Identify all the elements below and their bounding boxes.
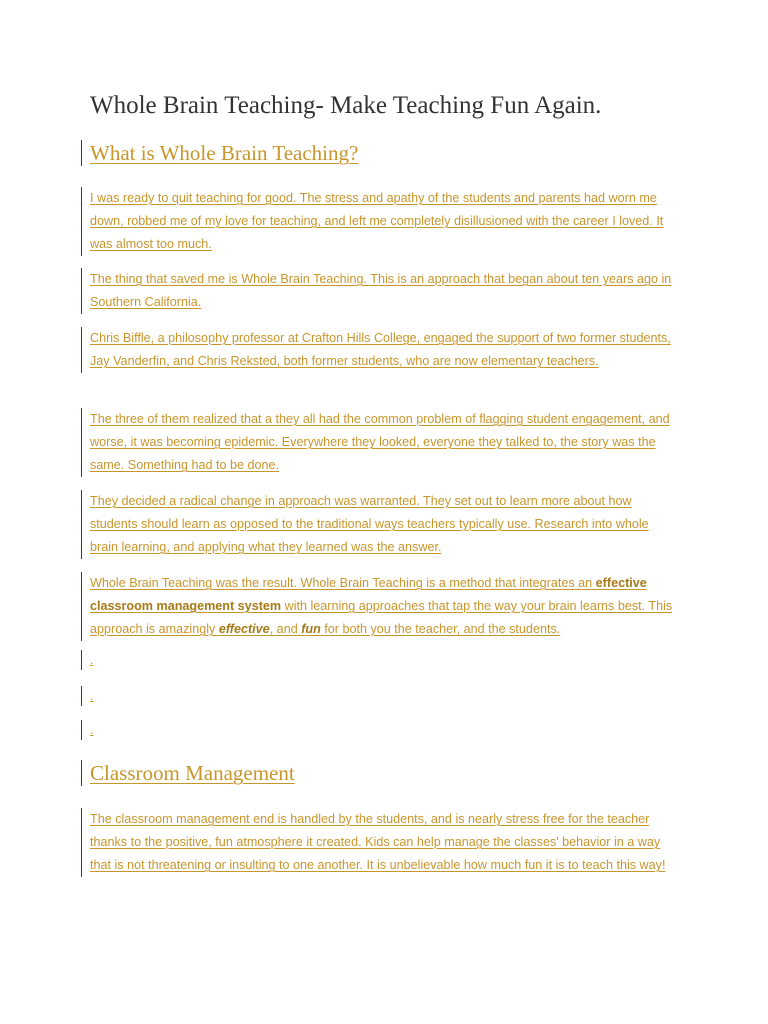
paragraph-block-6 [81,572,680,641]
paragraph-block-7 [81,808,680,877]
empty-line-1 [81,650,93,670]
empty-link[interactable]: . [90,723,94,737]
paragraph-block-3 [81,327,680,373]
empty-line-2 [81,686,93,706]
empty-line-3 [81,720,93,740]
heading-what-is-whole-brain-teaching[interactable]: What is Whole Brain Teaching? [90,141,359,165]
text-effective: effective [218,622,270,636]
text-fun: fun [301,622,321,636]
text-bold-classroom-system: effective classroom management system [90,576,647,613]
section-heading-what-is [81,140,358,166]
paragraph-block-5 [81,490,680,559]
paragraph-classroom-management[interactable]: The classroom management end is handled by the students, and is nearly stress free for the teacher thanks to the positive, fun atmosphere it created. Kids can help manage the classes' behavior in a way that is not threatening or insulting to one another. It is unbelievable how much fun it is to teach this way! [90,812,666,872]
paragraph-block-4 [81,408,680,477]
paragraph-radical-change[interactable]: They decided a radical change in approach was warranted. They set out to learn more about how students should learn as opposed to the traditional ways teachers typically use. Research into whole brain learning, and applying what they learned was the answer. [90,494,649,554]
section-heading-classroom [81,760,295,786]
text-part: , and [269,622,302,636]
text-part: with learning approaches that tap the way your brain learns best. This approach is amazingly [90,599,673,636]
page-title: Whole Brain Teaching- Make Teaching Fun Again. [90,92,602,119]
paragraph-three-of-them[interactable]: The three of them realized that a they all had the common problem of flagging student engagement, and worse, it was becoming epidemic. Everywhere they looked, everyone they talked to, the story was the same. Something had to be done. [90,412,670,472]
paragraph-block-1 [81,187,680,256]
empty-link[interactable]: . [90,653,94,667]
paragraph-saved-me[interactable]: The thing that saved me is Whole Brain Teaching. This is an approach that began about ten years ago in Southern California. [90,272,672,309]
paragraph-block-2 [81,268,680,314]
text-part: Whole Brain Teaching was the result. Whole Brain Teaching is a method that integrates an [90,576,596,590]
paragraph-quit-teaching[interactable]: I was ready to quit teaching for good. The stress and apathy of the students and parents had worn me down, robbed me of my love for teaching, and left me completely disillusioned with the career I loved. It was almost too much. [90,191,664,251]
paragraph-chris-biffle[interactable]: Chris Biffle, a philosophy professor at Crafton Hills College, engaged the support of two former students, Jay Vanderfin, and Chris Reksted, both former students, who are now elementary teachers. [90,331,671,368]
empty-link[interactable]: . [90,689,94,703]
heading-classroom-management[interactable]: Classroom Management [90,761,295,785]
text-part: for both you the teacher, and the students. [320,622,561,636]
paragraph-whole-brain-result[interactable] [90,572,680,641]
